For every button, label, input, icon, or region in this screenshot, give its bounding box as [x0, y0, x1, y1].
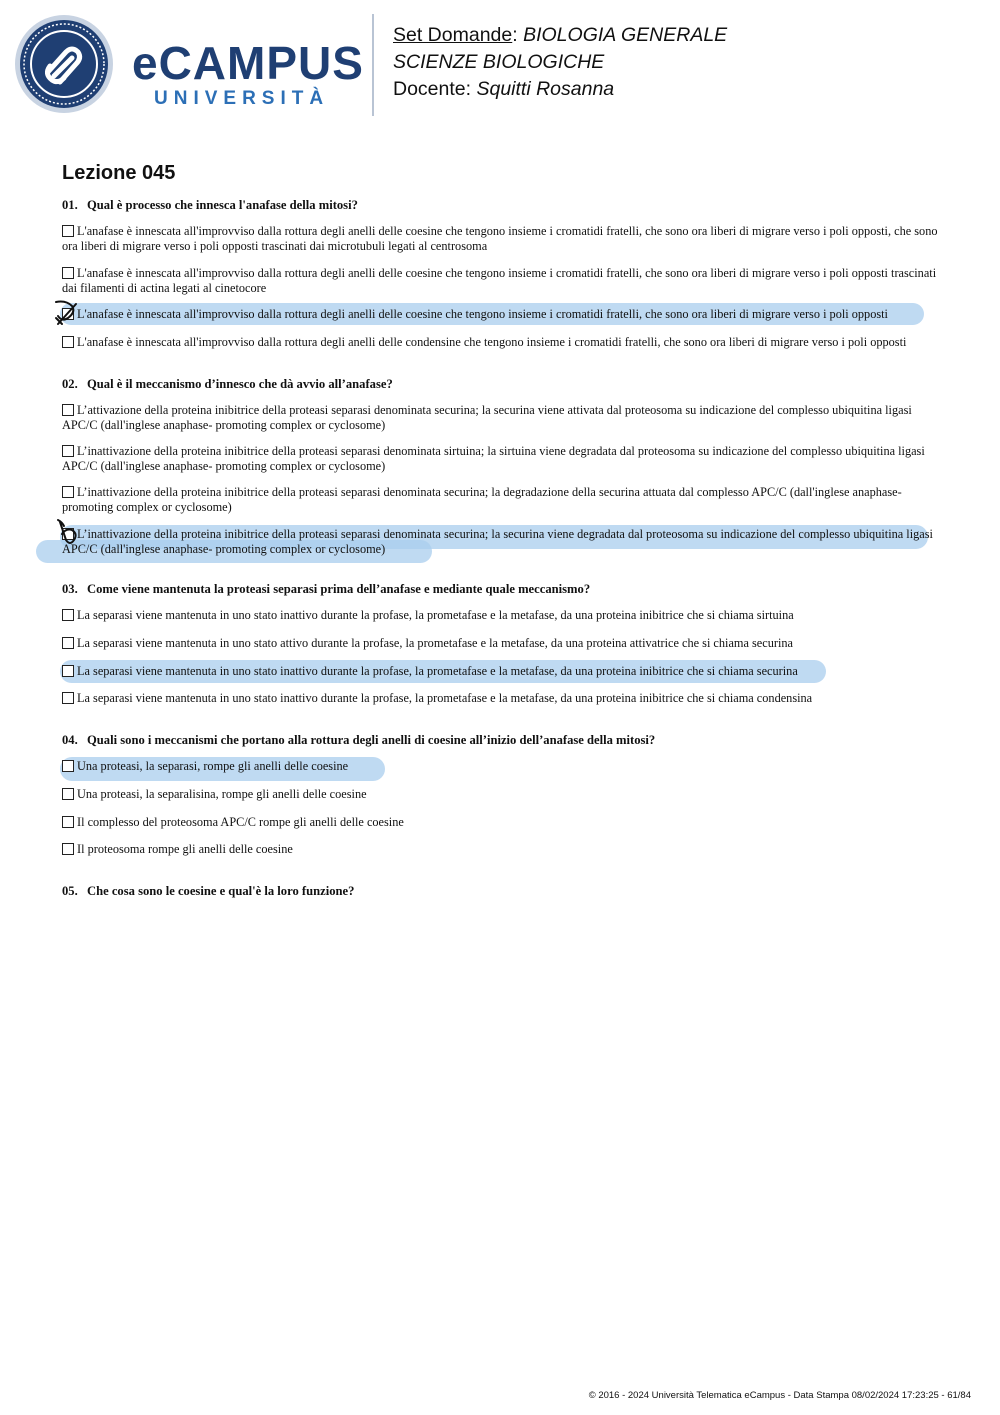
checkbox[interactable] — [62, 267, 74, 279]
question-number: 02. — [62, 377, 78, 391]
answer-option[interactable] — [62, 307, 942, 322]
question-05 — [62, 884, 354, 899]
question-03 — [62, 582, 590, 597]
lesson-title: Lezione 045 — [62, 162, 176, 184]
course-name: SCIENZE BIOLOGICHE — [393, 51, 605, 73]
answer-option[interactable] — [62, 636, 942, 651]
checkbox[interactable] — [62, 609, 74, 621]
answer-option[interactable] — [62, 335, 942, 350]
teacher-line — [393, 76, 727, 103]
question-number: 01. — [62, 198, 78, 212]
option-text: La separasi viene mantenuta in uno stato attivo durante la profase, la prometafase e la metafase, da una proteina attivatrice che si chiama securina — [77, 636, 793, 650]
question-04 — [62, 733, 655, 748]
checkbox[interactable] — [62, 665, 74, 677]
option-text: L'anafase è innescata all'improvviso dalla rottura degli anelli delle coesine che tengono insieme i cromatidi fratelli, che sono ora liberi di migrare verso i poli opposti, che sono ora liberi di migrare verso i poli opposti trascinati dai microtubuli legati al centrosoma — [62, 224, 938, 253]
header-info — [393, 22, 727, 103]
header-divider — [372, 14, 374, 116]
course-line — [393, 49, 727, 76]
question-text: Quali sono i meccanismi che portano alla rottura degli anelli di coesine all’inizio dell’anafase della mitosi? — [87, 733, 656, 747]
option-text: Una proteasi, la separasi, rompe gli anelli delle coesine — [77, 759, 349, 773]
answer-option[interactable] — [62, 759, 942, 774]
checkbox[interactable] — [62, 445, 74, 457]
option-text: L’inattivazione della proteina inibitrice della proteasi separasi denominata securina; la degradazione della securina attuata dal complesso APC/C (dall'inglese anaphase-promoting complex or cyclosome) — [62, 485, 902, 514]
question-text: Qual è processo che innesca l'anafase della mitosi? — [87, 198, 358, 212]
handwritten-check-mark-q1 — [52, 298, 80, 328]
option-text: L'anafase è innescata all'improvviso dalla rottura degli anelli delle condensine che tengono insieme i cromatidi fratelli, che sono ora liberi di migrare verso i poli opposti — [77, 335, 907, 349]
option-text: Una proteasi, la separalisina, rompe gli anelli delle coesine — [77, 787, 367, 801]
checkbox[interactable] — [62, 760, 74, 772]
brand-subtitle: UNIVERSITÀ — [154, 88, 330, 109]
ecampus-seal-logo — [14, 14, 114, 114]
brand-wordmark — [132, 37, 364, 110]
teacher-label: Docente: — [393, 78, 472, 100]
question-text: Qual è il meccanismo d’innesco che dà avvio all’anafase? — [87, 377, 393, 391]
option-text: La separasi viene mantenuta in uno stato inattivo durante la profase, la prometafase e la metafase, da una proteina inibitrice che si chiama sirtuina — [77, 608, 794, 622]
answer-option[interactable] — [62, 266, 942, 296]
teacher-name: Squitti Rosanna — [476, 78, 615, 100]
checkbox[interactable] — [62, 692, 74, 704]
set-value: BIOLOGIA GENERALE — [523, 24, 728, 46]
handwritten-check-mark-q2 — [54, 518, 82, 548]
checkbox[interactable] — [62, 486, 74, 498]
question-number: 03. — [62, 582, 78, 596]
answer-option[interactable] — [62, 787, 942, 802]
answer-option[interactable] — [62, 485, 942, 515]
option-text: L'anafase è innescata all'improvviso dalla rottura degli anelli delle coesine che tengono insieme i cromatidi fratelli, che sono ora liberi di migrare verso i poli opposti — [77, 307, 888, 321]
answer-option[interactable] — [62, 815, 942, 830]
checkbox[interactable] — [62, 336, 74, 348]
checkbox[interactable] — [62, 843, 74, 855]
checkbox[interactable] — [62, 816, 74, 828]
answer-option[interactable] — [62, 608, 942, 623]
question-01 — [62, 198, 358, 213]
set-label: Set Domande — [393, 24, 513, 46]
set-line: Set Domande: BIOLOGIA GENERALE — [393, 24, 728, 46]
checkbox[interactable] — [62, 637, 74, 649]
question-02 — [62, 377, 393, 392]
answer-option[interactable] — [62, 224, 942, 254]
option-text: La separasi viene mantenuta in uno stato inattivo durante la profase, la prometafase e la metafase, da una proteina inibitrice che si chiama condensina — [77, 691, 813, 705]
question-text: Che cosa sono le coesine e qual'è la loro funzione? — [87, 884, 355, 898]
page-footer: © 2016 - 2024 Università Telematica eCampus - Data Stampa 08/02/2024 17:23:25 - 61/84 — [588, 1390, 971, 1401]
question-number: 05. — [62, 884, 78, 898]
option-text: L'anafase è innescata all'improvviso dalla rottura degli anelli delle coesine che tengono insieme i cromatidi fratelli, che sono ora liberi di migrare verso i poli opposti trascinati dai filamenti di actina legati al cinetocore — [62, 266, 937, 295]
option-text: L’inattivazione della proteina inibitrice della proteasi separasi denominata sirtuina; la sirtuina viene degradata dal proteosoma su indicazione del complesso ubiquitina ligasi APC/C (dall'inglese anaphase- promoting complex or cyclosome) — [62, 444, 925, 473]
answer-option[interactable] — [62, 842, 942, 857]
question-number: 04. — [62, 733, 78, 747]
checkbox[interactable] — [62, 788, 74, 800]
question-text: Come viene mantenuta la proteasi separasi prima dell’anafase e mediante quale meccanismo? — [87, 582, 591, 596]
answer-option[interactable] — [62, 403, 942, 433]
checkbox[interactable] — [62, 225, 74, 237]
answer-option[interactable] — [62, 527, 942, 557]
answer-option[interactable] — [62, 691, 942, 706]
option-text: La separasi viene mantenuta in uno stato inattivo durante la profase, la prometafase e la metafase, da una proteina inibitrice che si chiama securina — [77, 664, 798, 678]
answer-option[interactable] — [62, 444, 942, 474]
option-text: L’attivazione della proteina inibitrice della proteasi separasi denominata securina; la securina viene attivata dal proteosoma su indicazione del complesso ubiquitina ligasi APC/C (dall'inglese anaphase- promoting complex or cyclosome) — [62, 403, 912, 432]
option-text: L’inattivazione della proteina inibitrice della proteasi separasi denominata securina; la securina viene degradata dal proteosoma su indicazione del complesso ubiquitina ligasi APC/C (dall'inglese anaphase- promoting complex or cyclosome) — [62, 527, 933, 556]
answer-option[interactable] — [62, 664, 942, 679]
option-text: Il complesso del proteosoma APC/C rompe gli anelli delle coesine — [77, 815, 404, 829]
brand-name: eCAMPUS — [132, 37, 364, 89]
checkbox[interactable] — [62, 404, 74, 416]
option-text: Il proteosoma rompe gli anelli delle coesine — [77, 842, 293, 856]
